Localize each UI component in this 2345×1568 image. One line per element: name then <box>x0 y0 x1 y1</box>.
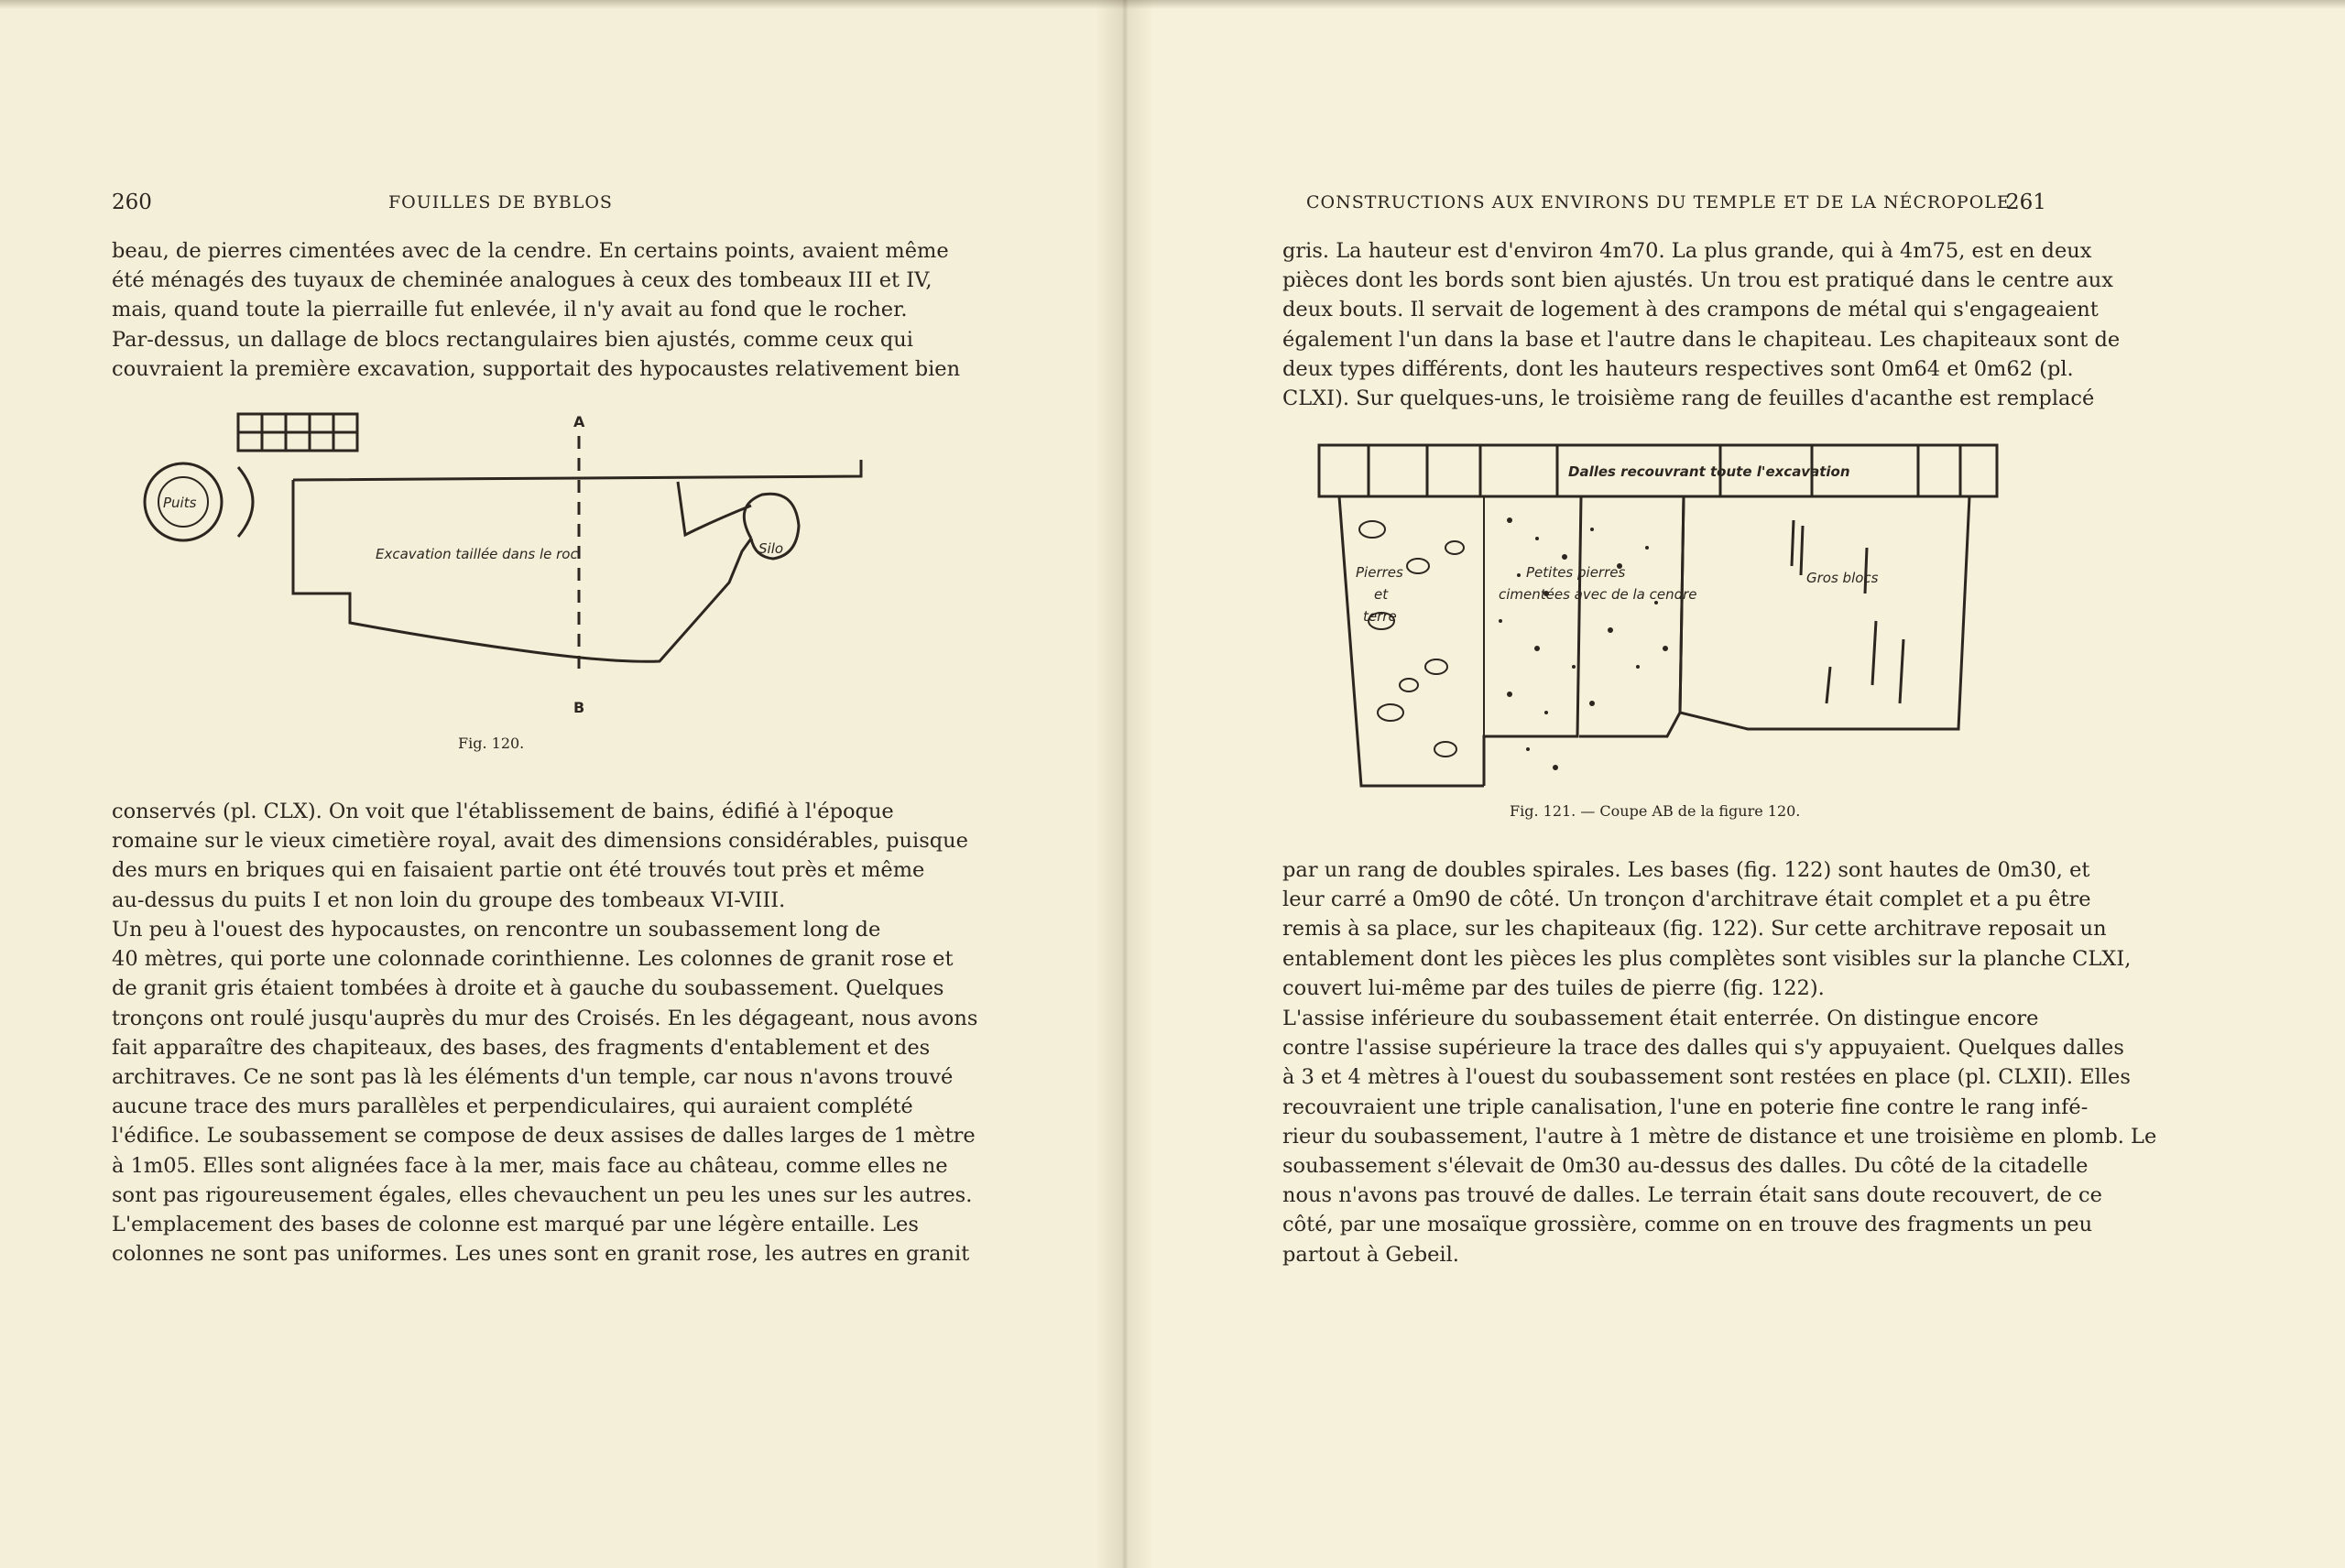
figure-120-plan <box>110 403 879 751</box>
left-running-head: FOUILLES DE BYBLOS <box>388 192 613 212</box>
text-line: entablement dont les pièces les plus complètes sont visibles sur la planche CLXI, <box>1282 946 2132 971</box>
text-line: à 1m05. Elles sont alignées face à la mer, mais face au château, comme elles ne <box>112 1153 948 1178</box>
text-line: colonnes ne sont pas uniformes. Les unes sont en granit rose, les autres en granit <box>112 1242 970 1267</box>
text-line: côté, par une mosaïque grossière, comme on en trouve des fragments un peu <box>1282 1213 2093 1237</box>
text-line: l'édifice. Le soubassement se compose de deux assises de dalles larges de 1 mètre <box>112 1124 976 1149</box>
fig120-label-silo: Silo <box>758 540 784 557</box>
text-line: au-dessus du puits I et non loin du groupe des tombeaux VI-VIII. <box>112 887 786 912</box>
text-line: également l'un dans la base et l'autre dans le chapiteau. Les chapiteaux sont de <box>1282 327 2121 352</box>
page-top-edge <box>0 0 2345 9</box>
right-page <box>1125 0 2345 1568</box>
fig121-label-et: et <box>1374 586 1389 603</box>
figure-121-section <box>1317 438 2050 804</box>
text-line: beau, de pierres cimentées avec de la cendre. En certains points, avaient même <box>112 239 949 263</box>
text-line: Par-dessus, un dallage de blocs rectangulaires bien ajustés, comme ceux qui <box>112 327 913 352</box>
fig120-label-puits: Puits <box>163 495 197 511</box>
text-line: romaine sur le vieux cimetière royal, avait des dimensions considérables, puisque <box>112 829 968 854</box>
left-page <box>0 0 1125 1568</box>
text-line: nous n'avons pas trouvé de dalles. Le terrain était sans doute recouvert, de ce <box>1282 1183 2102 1208</box>
fig121-caption: Fig. 121. — Coupe AB de la figure 120. <box>1510 802 1801 820</box>
text-line: CLXI). Sur quelques-uns, le troisième rang de feuilles d'acanthe est remplacé <box>1282 387 2095 411</box>
text-line: de granit gris étaient tombées à droite et à gauche du soubassement. Quelques <box>112 976 944 1001</box>
right-paragraph-top <box>1282 236 2121 413</box>
text-line: partout à Gebeil. <box>1282 1242 1459 1267</box>
text-line: mais, quand toute la pierraille fut enlevée, il n'y avait au fond que le rocher. <box>112 298 908 322</box>
text-line: pièces dont les bords sont bien ajustés. Un trou est pratiqué dans le centre aux <box>1282 268 2113 293</box>
right-page-number: 261 <box>2006 191 2046 214</box>
fig121-label-dalles: Dalles recouvrant toute l'excavation <box>1568 463 1850 480</box>
text-line: couvraient la première excavation, supportait des hypocaustes relativement bien <box>112 356 961 381</box>
text-line: soubassement s'élevait de 0m30 au-dessus des dalles. Du côté de la citadelle <box>1282 1154 2089 1179</box>
fig120-label-excavation: Excavation taillée dans le roc <box>376 546 578 562</box>
text-line: L'emplacement des bases de colonne est marqué par une légère entaille. Les <box>112 1213 919 1237</box>
right-paragraph-middle <box>1282 855 2132 1003</box>
text-line: gris. La hauteur est d'environ 4m70. La plus grande, qui à 4m75, est en deux <box>1282 239 2092 263</box>
right-running-head: CONSTRUCTIONS AUX ENVIRONS DU TEMPLE ET DE LA NÉCROPOLE <box>1306 192 2011 212</box>
fig121-label-cimentees: cimentées avec de la cendre <box>1499 586 1697 603</box>
text-line: leur carré a 0m90 de côté. Un tronçon d'architrave était complet et a pu être <box>1282 887 2091 912</box>
text-line: remis à sa place, sur les chapiteaux (fig. 122). Sur cette architrave reposait un <box>1282 917 2107 942</box>
text-line: des murs en briques qui en faisaient partie ont été trouvés tout près et même <box>112 858 925 883</box>
text-line: couvert lui-même par des tuiles de pierre (fig. 122). <box>1282 975 1825 1000</box>
text-line: à 3 et 4 mètres à l'ouest du soubassement sont restées en place (pl. CLXII). Elles <box>1282 1065 2131 1090</box>
text-line: été ménagés des tuyaux de cheminée analogues à ceux des tombeaux III et IV, <box>112 268 933 293</box>
text-line: deux bouts. Il servait de logement à des crampons de métal qui s'engageaient <box>1282 298 2099 322</box>
text-line: conservés (pl. CLX). On voit que l'établissement de bains, édifié à l'époque <box>112 800 894 823</box>
fig120-label-a: A <box>573 413 585 430</box>
text-line: recouvraient une triple canalisation, l'une en poterie fine contre le rang infé- <box>1282 1094 2089 1119</box>
text-line: Un peu à l'ouest des hypocaustes, on rencontre un soubassement long de <box>112 918 881 942</box>
text-line: L'assise inférieure du soubassement était enterrée. On distingue encore <box>1282 1007 2039 1030</box>
text-line: par un rang de doubles spirales. Les bases (fig. 122) sont hautes de 0m30, et <box>1282 858 2090 882</box>
fig121-label-petites-pierres: Petites pierres <box>1526 564 1626 581</box>
text-line: fait apparaître des chapiteaux, des bases, des fragments d'entablement et des <box>112 1035 931 1060</box>
left-paragraph-bottom <box>112 915 978 1269</box>
text-line: sont pas rigoureusement égales, elles chevauchent un peu les unes sur les autres. <box>112 1182 973 1207</box>
text-line: 40 mètres, qui porte une colonnade corinthienne. Les colonnes de granit rose et <box>112 947 954 972</box>
left-paragraph-middle <box>112 797 968 915</box>
fig121-label-gros-blocs: Gros blocs <box>1806 570 1879 586</box>
text-line: contre l'assise supérieure la trace des dalles qui s'y appuyaient. Quelques dalles <box>1282 1036 2124 1061</box>
left-paragraph-top <box>112 236 961 384</box>
fig120-caption: Fig. 120. <box>458 735 525 752</box>
fig120-label-b: B <box>573 699 585 716</box>
text-line: tronçons ont roulé jusqu'auprès du mur des Croisés. En les dégageant, nous avons <box>112 1006 978 1030</box>
fig121-label-terre: terre <box>1363 608 1397 625</box>
right-paragraph-bottom <box>1282 1004 2157 1269</box>
text-line: aucune trace des murs parallèles et perpendiculaires, qui auraient complété <box>112 1094 913 1119</box>
fig121-label-pierres: Pierres <box>1356 564 1403 581</box>
text-line: architraves. Ce ne sont pas là les éléments d'un temple, car nous n'avons trouvé <box>112 1065 954 1090</box>
left-page-number: 260 <box>112 191 152 214</box>
text-line: deux types différents, dont les hauteurs respectives sont 0m64 et 0m62 (pl. <box>1282 356 2074 381</box>
book-gutter <box>1096 0 1154 1568</box>
text-line: rieur du soubassement, l'autre à 1 mètre de distance et une troisième en plomb. Le <box>1282 1124 2157 1149</box>
